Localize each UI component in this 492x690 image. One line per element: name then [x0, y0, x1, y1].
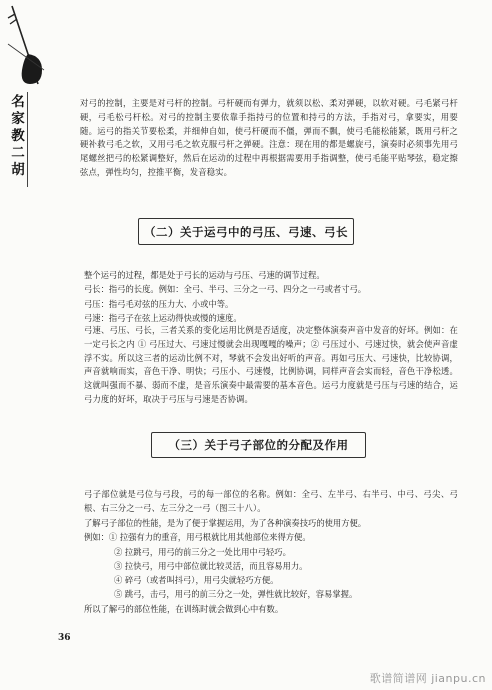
list-item: ④ 碎弓（或者叫抖弓），用弓尖就轻巧方便。 [114, 575, 279, 586]
section2-paragraph: 弓速、弓压、弓长，三者关系的变化运用比例是否适度，决定整体演奏声音中发音的好坏。例如：在一定弓长之内 ① 弓压过大、弓速过慢就会出现嘎嘎的噪声；② 弓压过小、弓速过快，就会使声音虚浮不实。所以这三者的运动比例不对，琴就不会发出好听的声音。再如弓压大、弓速快，比较协调，声音就响而实，音色干净、明快；弓压小、弓速慢，比例协调，同样声音会实而轻，音色干净松透。这就叫强而不暴、弱而不虚，是音乐演奏中最需要的基本音色。运弓力度就是弓压与弓速的结合，运弓力度的好坏，取决于弓压与弓速是否协调。 [84, 325, 458, 404]
list-item: 整个运弓的过程，都是处于弓长的运动与弓压、弓速的调节过程。 [84, 270, 325, 280]
section3-paragraph: 弓子部位就是弓位与弓段，弓的每一部位的名称。例如：全弓、左半弓、右半弓、中弓、弓尖、弓根、右三分之一弓、左三分之一弓（图三十八）。 [84, 489, 458, 513]
list-item: 弓长：指弓的长度。例如：全弓、半弓、三分之一弓、四分之一弓或者寸弓。 [84, 284, 367, 295]
list-item: 例如：① 拉强有力的重音，用弓根就比用其他部位来得方便。 [84, 532, 311, 543]
list-item: ② 拉跳弓，用弓的前三分之一处比用中弓轻巧。 [114, 546, 291, 557]
section-heading [138, 218, 354, 245]
list-item: 弓压：指弓毛对弦的压力大、小或中等。 [84, 298, 234, 309]
watermark: 歌谱简谱网 jianpu.cn [369, 672, 486, 685]
book-series-label: 名 家 教 二 胡 [11, 94, 25, 178]
section-heading-text: （三）关于弓子部位的分配及作用 [168, 438, 349, 452]
list-item: 所以了解弓的部位性能，在训练时就会做到心中有数。 [84, 603, 284, 614]
list-item: ⑤ 跳弓，击弓，用弓的前三分之一处，弹性就比较好，容易掌握。 [114, 589, 358, 600]
section-heading [151, 432, 366, 458]
list-item: 了解弓子部位的性能，是为了便于掌握运用，为了各种演奏技巧的使用方便。 [84, 518, 367, 528]
side-divider [27, 92, 28, 187]
list-item: ③ 拉快弓，用弓中部位就比较灵活，而且容易用力。 [114, 560, 308, 571]
intro-paragraph: 对弓的控制，主要是对弓杆的控制。弓杆硬而有弹力，就须以松、柔对弹硬，以软对硬。弓毛紧弓杆硬，弓毛松弓杆松。对弓的控制主要依靠手指持弓的位置和持弓的方法，手指对弓，拿要实，用要随。运弓的指关节要松柔，并细伸自如，使弓杆硬而不僵，弹而不飘，使弓毛能松能紧，既用弓杆之硬补救弓毛之软，又用弓毛之软克服弓杆之弹硬。注意：现在用的都是螺旋弓，演奏时必须事先用弓尾螺丝把弓的松紧调整好，然后在运动的过程中再根据需要用手指调整，使弓毛能平贴琴弦，稳定擦弦点，弹性均匀，控推平衡，发音稳实。 [80, 98, 458, 177]
list-item: 弓速：指弓子在弦上运动得快或慢的速度。 [84, 312, 242, 323]
page-number: 36 [58, 633, 71, 643]
section3-list [84, 516, 366, 616]
section-heading-text: （二）关于运弓中的弓压、弓速、弓长 [144, 224, 348, 239]
section2-list [84, 268, 366, 325]
erhu-emblem-icon [6, 4, 46, 92]
